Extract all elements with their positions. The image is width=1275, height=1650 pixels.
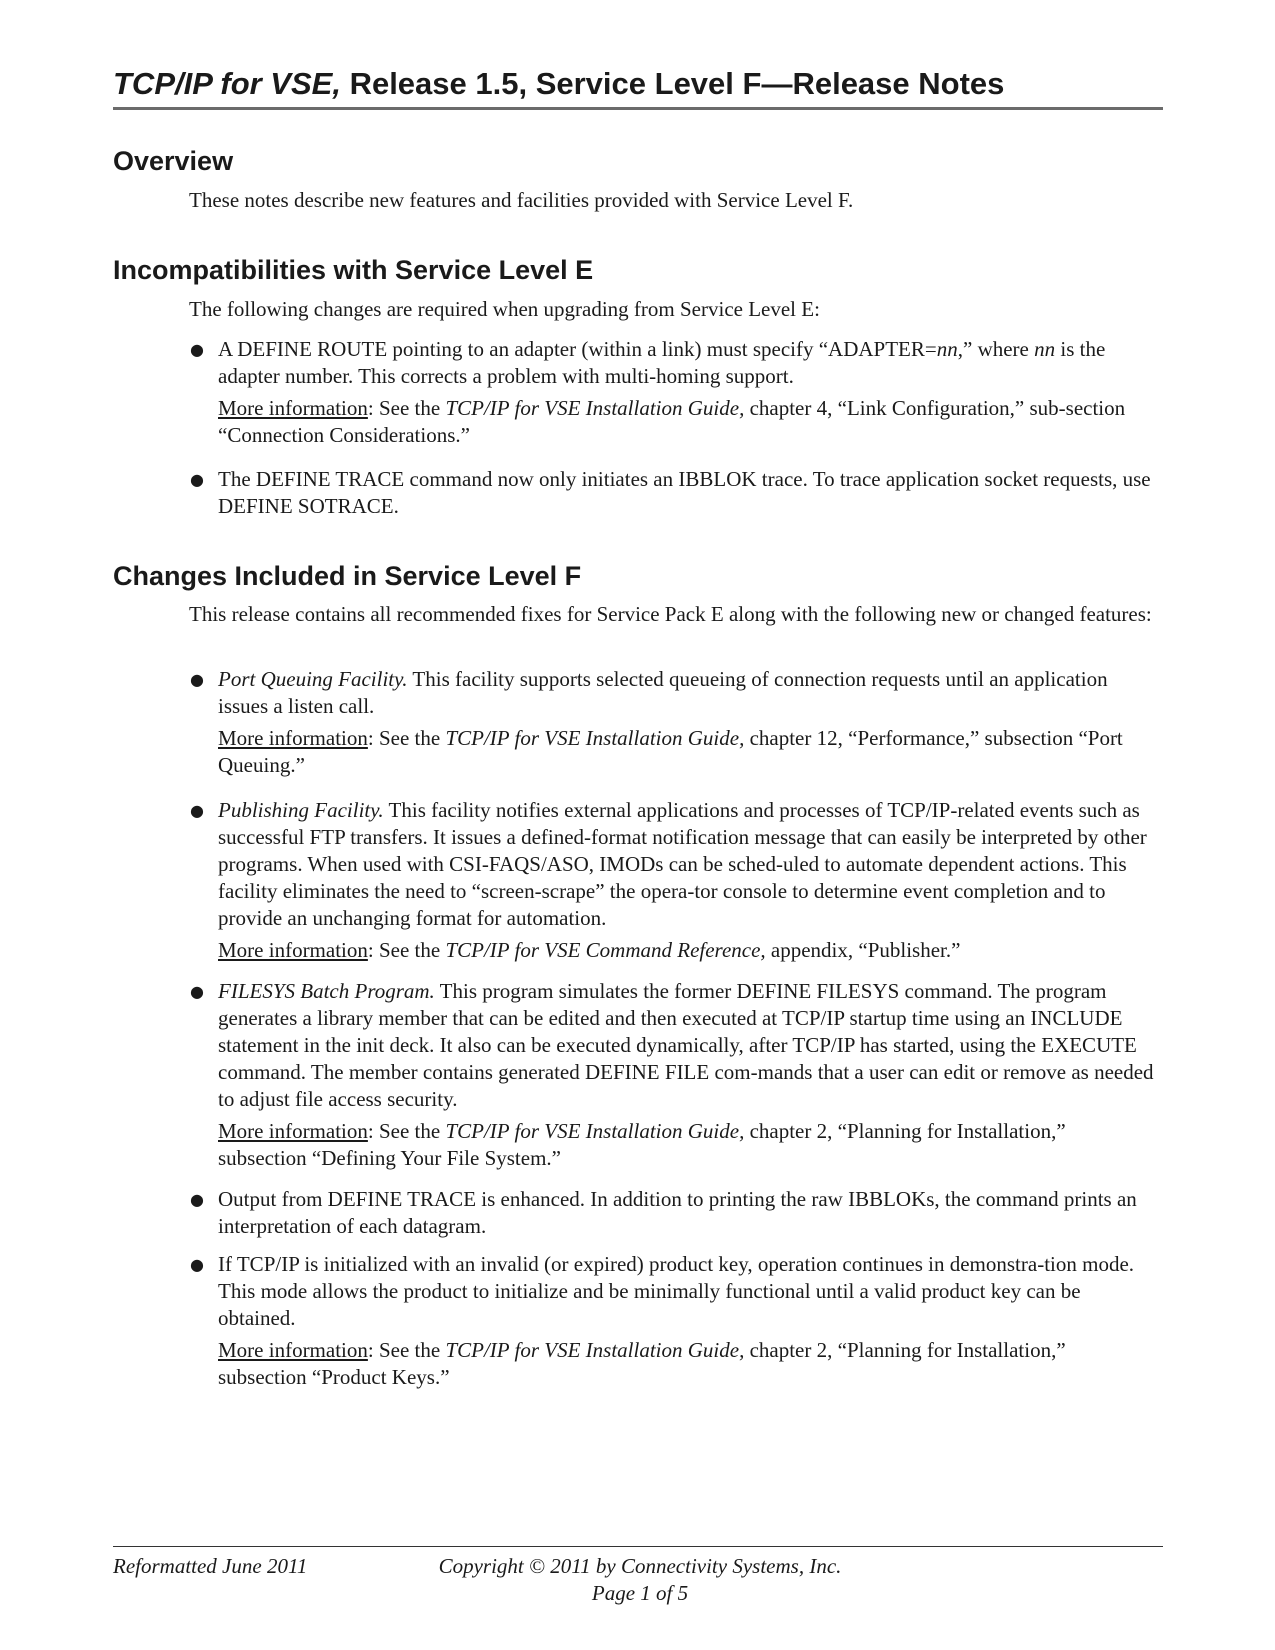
bullet-icon: ● bbox=[190, 340, 204, 359]
book-title: TCP/IP for VSE Installation Guide, bbox=[445, 726, 745, 750]
more-information-label: More information bbox=[218, 1119, 368, 1143]
more-information: More information: See the TCP/IP for VSE Installation Guide, chapter 4, “Link Configuration,” sub-section “Connection Considerations.” bbox=[218, 396, 1126, 447]
more-information: More information: See the TCP/IP for VSE Installation Guide, chapter 2, “Planning for Installation,” subsection “Defining Your File System.” bbox=[218, 1119, 1066, 1170]
bullet-icon: ● bbox=[190, 470, 204, 489]
footer-divider bbox=[113, 1546, 1163, 1547]
feature-name: FILESYS Batch Program. bbox=[218, 979, 435, 1003]
book-title: TCP/IP for VSE Command Reference, bbox=[445, 938, 766, 962]
incompatibility-item-adapter bbox=[190, 336, 1158, 449]
feature-name: Publishing Facility. bbox=[218, 798, 384, 822]
footer-copyright: Copyright © 2011 by Connectivity Systems, Inc. bbox=[438, 1554, 842, 1578]
bullet-icon: ● bbox=[190, 670, 204, 689]
bullet-icon: ● bbox=[190, 982, 204, 1001]
list-item-text: Port Queuing Facility. This facility supports selected queueing of connection requests until an application issues a listen call. bbox=[218, 667, 1108, 718]
change-item-product-key bbox=[190, 1251, 1158, 1391]
more-information-label: More information bbox=[218, 396, 368, 420]
feature-name: Port Queuing Facility. bbox=[218, 667, 408, 691]
change-item-filesys bbox=[190, 978, 1158, 1172]
changes-heading: Changes Included in Service Level F bbox=[113, 561, 582, 591]
page-number: Page 1 of 5 bbox=[591, 1581, 689, 1605]
list-item-text: Publishing Facility. This facility notifies external applications and processes of TCP/IP-related events such as successful FTP transfers. It issues a defined-format notification message that can easily be interpreted by other programs. When used with CSI-FAQS/ASO, IMODs can be sched-uled to automate dependent actions. This facility eliminates the need to “screen-scrape” the opera-tor console to determine event completion and to provide an unchanging format for automation. bbox=[218, 798, 1147, 930]
footer-date: Reformatted June 2011 bbox=[113, 1554, 308, 1578]
more-information-label: More information bbox=[218, 726, 368, 750]
changes-intro: This release contains all recommended fixes for Service Pack E along with the following new or changed features: bbox=[189, 602, 1152, 626]
more-information: More information: See the TCP/IP for VSE Command Reference, appendix, “Publisher.” bbox=[218, 938, 961, 962]
more-information: More information: See the TCP/IP for VSE Installation Guide, chapter 2, “Planning for Installation,” subsection “Product Keys.” bbox=[218, 1338, 1066, 1389]
document-title bbox=[113, 64, 1163, 104]
book-title: TCP/IP for VSE Installation Guide, bbox=[445, 1119, 745, 1143]
incompatibilities-intro: The following changes are required when upgrading from Service Level E: bbox=[189, 297, 820, 321]
list-item-text: A DEFINE ROUTE pointing to an adapter (within a link) must specify “ADAPTER=nn,” where nn is the adapter number. This corrects a problem with multi-homing support. bbox=[218, 337, 1106, 388]
change-item-publishing bbox=[190, 797, 1158, 964]
more-information-label: More information bbox=[218, 938, 368, 962]
more-information: More information: See the TCP/IP for VSE Installation Guide, chapter 12, “Performance,” subsection “Port Queuing.” bbox=[218, 726, 1123, 777]
incompatibility-item-trace bbox=[190, 466, 1158, 520]
title-product-name: TCP/IP for VSE, bbox=[113, 66, 341, 101]
incompatibilities-heading: Incompatibilities with Service Level E bbox=[113, 255, 594, 285]
bullet-icon: ● bbox=[190, 1190, 204, 1209]
book-title: TCP/IP for VSE Installation Guide, bbox=[445, 396, 745, 420]
title-divider bbox=[113, 107, 1163, 110]
overview-heading: Overview bbox=[113, 146, 234, 176]
bullet-icon: ● bbox=[190, 1255, 204, 1274]
bullet-icon: ● bbox=[190, 801, 204, 820]
footer-center bbox=[300, 1553, 980, 1607]
list-item-text: Output from DEFINE TRACE is enhanced. In addition to printing the raw IBBLOKs, the command prints an interpretation of each datagram. bbox=[218, 1187, 1137, 1238]
list-item-text: The DEFINE TRACE command now only initiates an IBBLOK trace. To trace application socket requests, use DEFINE SOTRACE. bbox=[218, 467, 1151, 518]
change-item-trace-output bbox=[190, 1186, 1158, 1240]
list-item-text: FILESYS Batch Program. This program simulates the former DEFINE FILESYS command. The program generates a library member that can be edited and then executed at TCP/IP startup time using an INCLUDE statement in the init deck. It also can be executed dynamically, after TCP/IP has started, using the EXECUTE command. The member contains generated DEFINE FILE com-mands that a user can edit or remove as needed to adjust file access security. bbox=[218, 979, 1154, 1111]
more-information-label: More information bbox=[218, 1338, 368, 1362]
overview-text: These notes describe new features and facilities provided with Service Level F. bbox=[189, 188, 854, 212]
book-title: TCP/IP for VSE Installation Guide, bbox=[445, 1338, 745, 1362]
title-release-text: Release 1.5, Service Level F—Release Notes bbox=[340, 66, 1005, 101]
list-item-text: If TCP/IP is initialized with an invalid (or expired) product key, operation continues in demonstra-tion mode. This mode allows the product to initialize and be minimally functional until a valid product key can be obtained. bbox=[218, 1252, 1135, 1330]
change-item-port-queuing bbox=[190, 666, 1158, 779]
